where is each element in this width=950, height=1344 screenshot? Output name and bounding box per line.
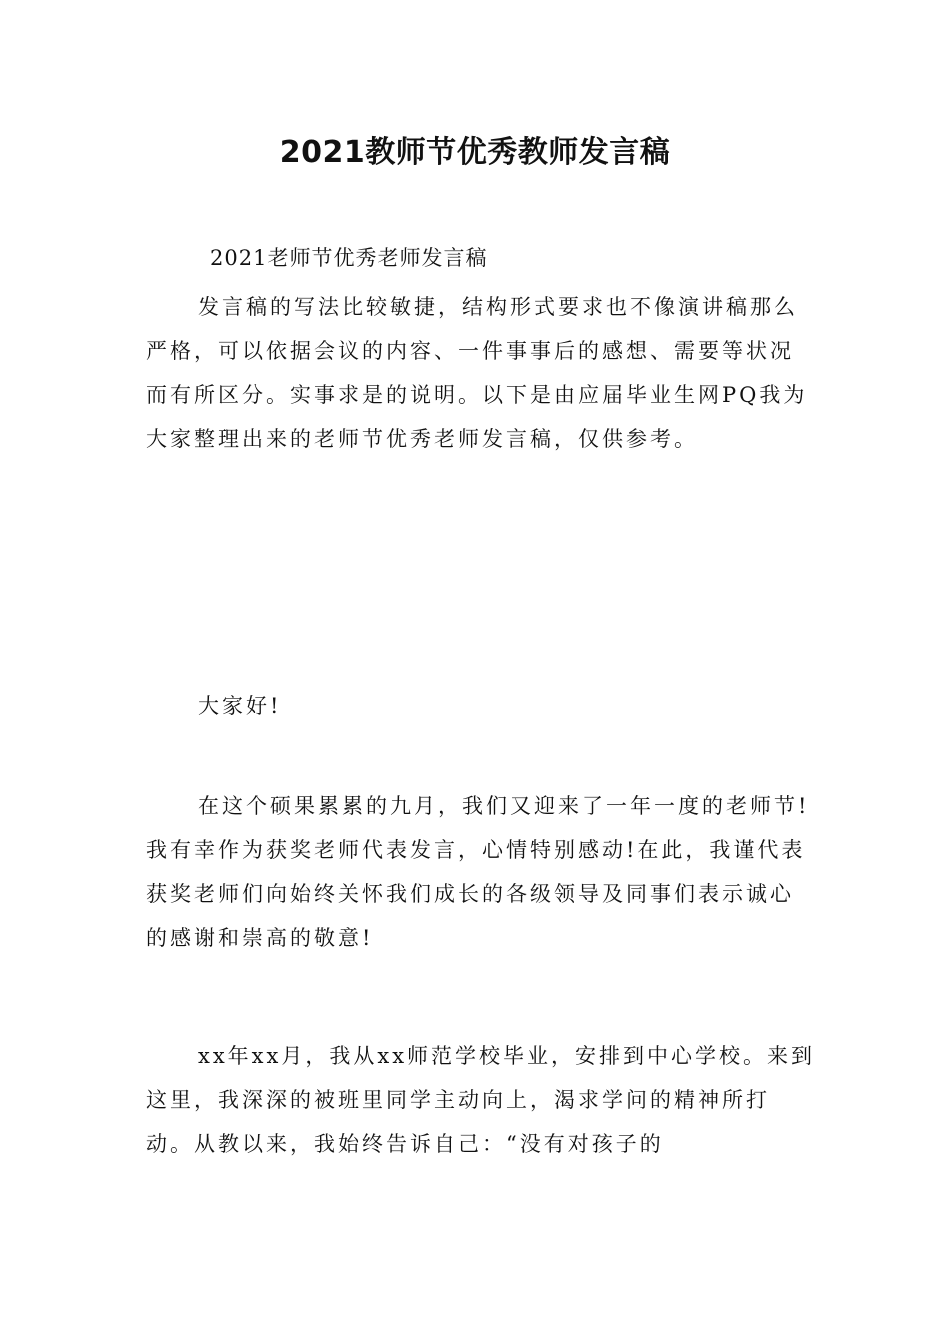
intro-paragraph: 发言稿的写法比较敏捷，结构形式要求也不像演讲稿那么严格，可以依据会议的内容、一件事事后的感想、需要等状况而有所区分。实事求是的说明。以下是由应届毕业生网PQ我为大家整理出来的老师节优秀老师发言稿，仅供参考。 (146, 295, 808, 451)
body-paragraph-2: xx年xx月，我从xx师范学校毕业，安排到中心学校。来到这里，我深深的被班里同学主动向上，渴求学问的精神所打动。从教以来，我始终告诉自己：“没有对孩子的 (146, 1044, 816, 1156)
body-paragraph-1: 在这个硕果累累的九月，我们又迎来了一年一度的老师节!我有幸作为获奖老师代表发言，心情特别感动!在此，我谨代表获奖老师们向始终关怀我们成长的各级领导及同事们表示诚心的感谢和崇高的敬意! (146, 794, 810, 950)
document-title: 2021教师节优秀教师发言稿 (279, 135, 671, 170)
greeting-paragraph: 大家好! (198, 694, 282, 718)
document-subtitle: 2021老师节优秀老师发言稿 (210, 246, 488, 270)
